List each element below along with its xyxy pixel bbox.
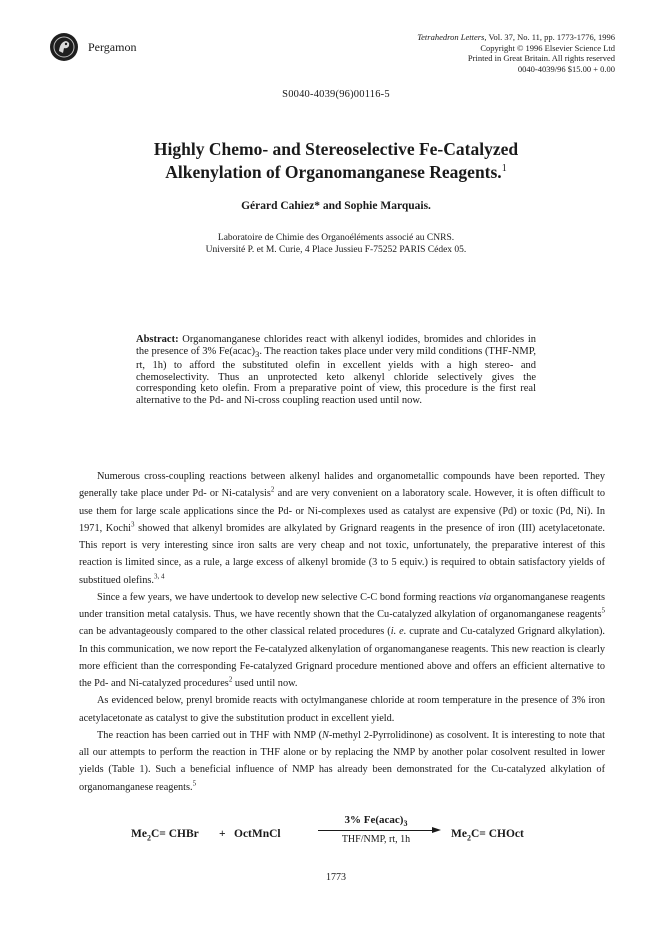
paragraph-1-text-c: showed that alkenyl bromides are alkylated by Grignard reagents in the presence of iron (III) acetylacetonate. This report is very interesting since iron salts are very cheap and not toxic, unfortunately, the preparative interest of this reaction is limited since, as a rule, a large excess of alkenyl bromide (3 to 5 equiv.) is required to obtain satisfactory yields of substitued olefins.: [79, 522, 606, 586]
citation-ref: 5: [601, 606, 605, 615]
paragraph-2: [79, 589, 605, 693]
reactant-prenyl-bromide: [131, 828, 199, 842]
publisher-name: Pergamon: [88, 40, 137, 54]
article-body: [79, 468, 605, 796]
paragraph-4-text-b: -methyl 2-Pyrrolidinone) as cosolvent. It is interesting to note that all our attempts to perform the reaction in THF alone or by replacing the NMP by another polar cosolvent resulted in lower yields (Table 1). Such a beneficial influence of NMP has already been demonstrated for the Cu-catalyzed alkylation of organomanganese reagents.: [79, 729, 605, 793]
abstract-text-2: . The reaction takes place under very mild conditions (THF-NMP, rt, 1h) to afford the substituted olefin in excellent yields with a high stereo- and chemoselectivity. Thus an unprotected keto alkenyl chloride selectively gives the corresponding keto olefin. From a preparative point of view, this procedure is the first real alternative to the Pd- and Ni-cross coupling reaction used until now.: [136, 345, 536, 407]
product-text: Me: [451, 828, 467, 840]
reactant-subscript: 2: [146, 833, 151, 843]
product-subscript: 2: [466, 833, 471, 843]
reactant-text: C= CHBr: [150, 828, 199, 840]
title-line-2: [60, 159, 612, 182]
paragraph-1: [79, 468, 605, 589]
paragraph-2-text-d: cuprate and Cu-catalyzed Grignard alkylation). In this communication, we now report the Fe-catalyzed alkenylation of organomanganese reagents. This new reaction is clearly more efficient than the corresponding Fe-catalyzed Grignard procedure mentioned above and offers an efficient alternative to the Pd- and Ni-catalyzed procedures: [79, 626, 606, 689]
paragraph-4-text-a: The reaction has been carried out in THF with NMP (: [97, 729, 323, 741]
reactant-text: Me: [131, 828, 147, 840]
paragraph-2-text-b: organomanganese reagents under transition metal catalysis. Thus, we have recently shown that the Cu-catalyzed alkylation of organomanganese reagents: [79, 591, 605, 620]
article-title: [60, 140, 612, 182]
affiliation: [0, 233, 672, 256]
affiliation-line-1: Laboratoire de Chimie des Organoéléments associé au CNRS.: [217, 233, 455, 243]
printed-line: Printed in Great Britain. All rights reserved: [467, 53, 615, 63]
reaction-conditions: THF/NMP, rt, 1h: [341, 834, 411, 845]
affiliation-line-2: Université P. et M. Curie, 4 Place Jussieu F-75252 PARIS Cédex 05.: [205, 244, 467, 255]
issn-price: 0040-4039/96 $15.00 + 0.00: [517, 63, 615, 74]
abstract-subscript: 3: [254, 348, 260, 359]
arrowhead-icon: [432, 827, 441, 833]
abstract: [136, 334, 536, 407]
product-text: C= CHOct: [470, 828, 524, 840]
catalyst-label: [318, 814, 434, 828]
reaction-equation: [0, 814, 672, 858]
catalyst-subscript: 3: [403, 819, 408, 829]
article-doi: S0040-4039(96)00116-5: [282, 89, 390, 100]
title-footnote-ref: 1: [501, 163, 507, 174]
italic-n: N: [322, 729, 329, 741]
journal-name: Tetrahedron Letters: [417, 32, 485, 42]
reactant-octylmanganese-chloride: OctMnCl: [234, 828, 281, 840]
reaction-arrow-icon: [318, 830, 434, 831]
author-list: Gérard Cahiez* and Sophie Marquais.: [241, 200, 431, 212]
paragraph-2-text-e: used until now.: [232, 678, 298, 689]
paragraph-4: [79, 727, 605, 796]
title-line-2-text: Alkenylation of Organomanganese Reagents.: [165, 161, 502, 182]
citation-ref: 2: [228, 675, 233, 684]
title-line-1: Highly Chemo- and Stereoselective Fe-Catalyzed: [153, 139, 519, 159]
paragraph-2-text-c: can be advantageously compared to the other classical related procedures (: [79, 626, 391, 638]
citation-ref: 5: [192, 779, 197, 788]
citation-ref: 3, 4: [153, 572, 165, 581]
paragraph-1-text-a: Numerous cross-coupling reactions between alkenyl halides and organometallic compounds have been reported. They generally take place under Pd- or Ni-catalysis: [79, 471, 605, 500]
page-number: 1773: [326, 872, 346, 883]
pergamon-logo-icon: [50, 33, 78, 61]
paragraph-1-text-b: and are very convenient on a laboratory scale. However, it is often difficult to use them for large scale applications since the Pd- or Ni-complexes used as catalyst are expensive (Pd) or toxic (Pd, Ni). In 1971, Kochi: [79, 488, 605, 534]
product: [451, 828, 524, 842]
italic-ie: i. e.: [390, 626, 407, 638]
citation-ref: 2: [270, 485, 275, 494]
italic-via: via: [478, 591, 492, 603]
citation-ref: 3: [130, 520, 135, 529]
copyright-line: Copyright © 1996 Elsevier Science Ltd: [480, 42, 615, 53]
journal-reference: [417, 32, 615, 74]
paragraph-2-text-a: Since a few years, we have undertook to develop new selective C-C bond forming reactions: [97, 591, 479, 603]
journal-volume: , Vol. 37, No. 11, pp. 1773-1776, 1996: [484, 32, 615, 42]
abstract-text-1: Organomanganese chlorides react with alkenyl iodides, bromides and chlorides in the presence of 3% Fe(acac): [136, 334, 536, 357]
abstract-label: Abstract:: [136, 334, 179, 345]
catalyst-text: 3% Fe(acac): [344, 814, 404, 826]
journal-citation: [417, 32, 615, 43]
paragraph-3: As evidenced below, prenyl bromide reacts with octylmanganese chloride at room temperature in the presence of 3% iron acetylacetonate as catalyst to give the substitution product in excellent yield.: [79, 695, 605, 724]
plus-sign: +: [219, 828, 226, 840]
